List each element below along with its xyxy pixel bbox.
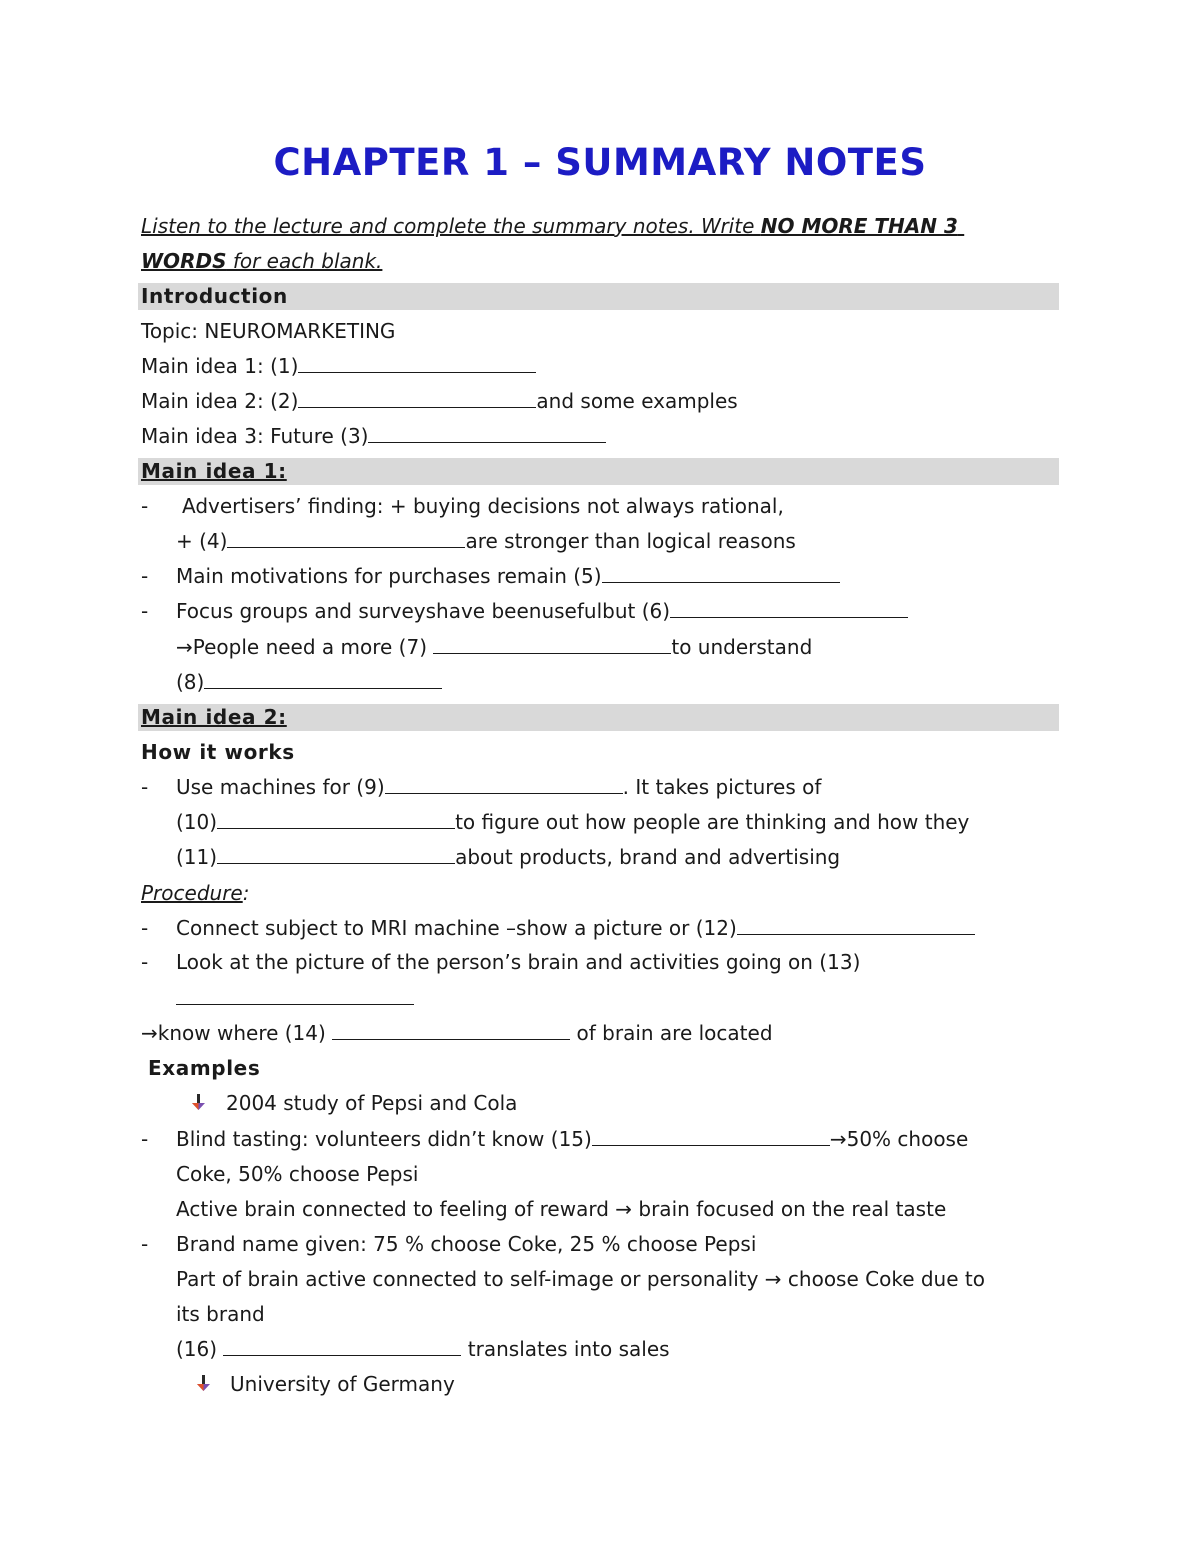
intro-heading: Introduction (141, 284, 288, 308)
blank-16[interactable] (223, 1336, 461, 1356)
blank-15[interactable] (592, 1126, 830, 1146)
instructions-emphasis: NO MORE THAN 3 (760, 214, 958, 238)
intro-idea-2: Main idea 2: (2) and some examples (141, 389, 738, 413)
idea2-heading: Main idea 2: (141, 705, 287, 729)
procedure-connect: Connect subject to MRI machine –show a picture or (12) (176, 913, 975, 943)
procedure-know: →know where (14) of brain are located (141, 1021, 773, 1045)
dash-marker: - (141, 564, 149, 588)
blank-12[interactable] (737, 915, 975, 935)
idea1-motivations: Main motivations for purchases remain (5) (176, 561, 840, 591)
dash-marker: - (141, 1232, 149, 1256)
dash-marker: - (141, 950, 149, 974)
procedure-label: Procedure: (141, 881, 250, 905)
idea2-eleven: (11) about products, brand and advertising (176, 845, 841, 869)
page-title: CHAPTER 1 – SUMMARY NOTES (273, 141, 927, 184)
blank-6[interactable] (670, 598, 908, 618)
arrow-icon: → (141, 1021, 158, 1045)
arrow-icon: → (176, 635, 193, 659)
blank-1[interactable] (298, 353, 536, 373)
example-part: Part of brain active connected to self-image or personality → choose Coke due to (176, 1267, 985, 1291)
arrow-icon: → (764, 1267, 782, 1291)
example-university: University of Germany (230, 1372, 455, 1396)
blank-2[interactable] (298, 388, 536, 408)
instructions-text-2: for each blank. (226, 249, 383, 273)
idea1-heading: Main idea 1: (141, 459, 287, 483)
idea2-subheading: How it works (141, 740, 295, 764)
example-its-brand: its brand (176, 1302, 265, 1326)
blank-5[interactable] (602, 563, 840, 583)
example-active: Active brain connected to feeling of reward → brain focused on the real taste (176, 1197, 947, 1221)
blank-9[interactable] (385, 774, 623, 794)
procedure-blank-13-line (176, 983, 414, 1013)
idea1-plus4: + (4) are stronger than logical reasons (176, 529, 796, 553)
blank-3[interactable] (368, 423, 606, 443)
intro-idea-3: Main idea 3: Future (3) (141, 421, 606, 451)
instructions-text: Listen to the lecture and complete the summary notes. Write (141, 214, 761, 238)
arrow-icon: → (615, 1197, 633, 1221)
example-blind-line2: Coke, 50% choose Pepsi (176, 1162, 419, 1186)
dash-marker: - (141, 1127, 149, 1151)
instructions-line-1 (141, 211, 964, 241)
blank-8[interactable] (204, 669, 442, 689)
dash-marker: - (141, 494, 149, 518)
dash-marker: - (141, 916, 149, 940)
intro-idea-1: Main idea 1: (1) (141, 351, 536, 381)
idea1-finding: Advertisers’ finding: + buying decisions not always rational, (182, 494, 784, 518)
idea1-eight: (8) (176, 667, 442, 697)
intro-topic: Topic: NEUROMARKETING (141, 319, 396, 343)
blank-7[interactable] (433, 634, 671, 654)
example-study: 2004 study of Pepsi and Cola (226, 1091, 518, 1115)
idea2-machines: Use machines for (9) . It takes pictures of (176, 775, 822, 799)
dash-marker: - (141, 599, 149, 623)
examples-heading: Examples (148, 1056, 261, 1080)
blank-13[interactable] (176, 985, 414, 1005)
arrow-bullet-icon (191, 1094, 207, 1112)
example-blind: Blind tasting: volunteers didn’t know (15) →50% choose (176, 1127, 969, 1151)
instructions-emphasis-2: WORDS (141, 249, 227, 273)
arrow-bullet-icon (196, 1375, 212, 1393)
blank-11[interactable] (217, 844, 455, 864)
dash-marker: - (141, 775, 149, 799)
idea1-people: →People need a more (7) to understand (176, 635, 813, 659)
example-brand: Brand name given: 75 % choose Coke, 25 % choose Pepsi (176, 1232, 757, 1256)
example-sixteen: (16) translates into sales (176, 1337, 670, 1361)
blank-4[interactable] (227, 528, 465, 548)
procedure-look: Look at the picture of the person’s brain and activities going on (13) (176, 950, 861, 974)
idea1-focus: Focus groups and surveyshave beenusefulbut (6) (176, 596, 908, 626)
blank-10[interactable] (217, 809, 455, 829)
arrow-icon: → (829, 1127, 847, 1151)
blank-14[interactable] (332, 1020, 570, 1040)
instructions-line-2 (141, 246, 382, 276)
idea2-ten: (10) to figure out how people are thinking and how they (176, 810, 970, 834)
